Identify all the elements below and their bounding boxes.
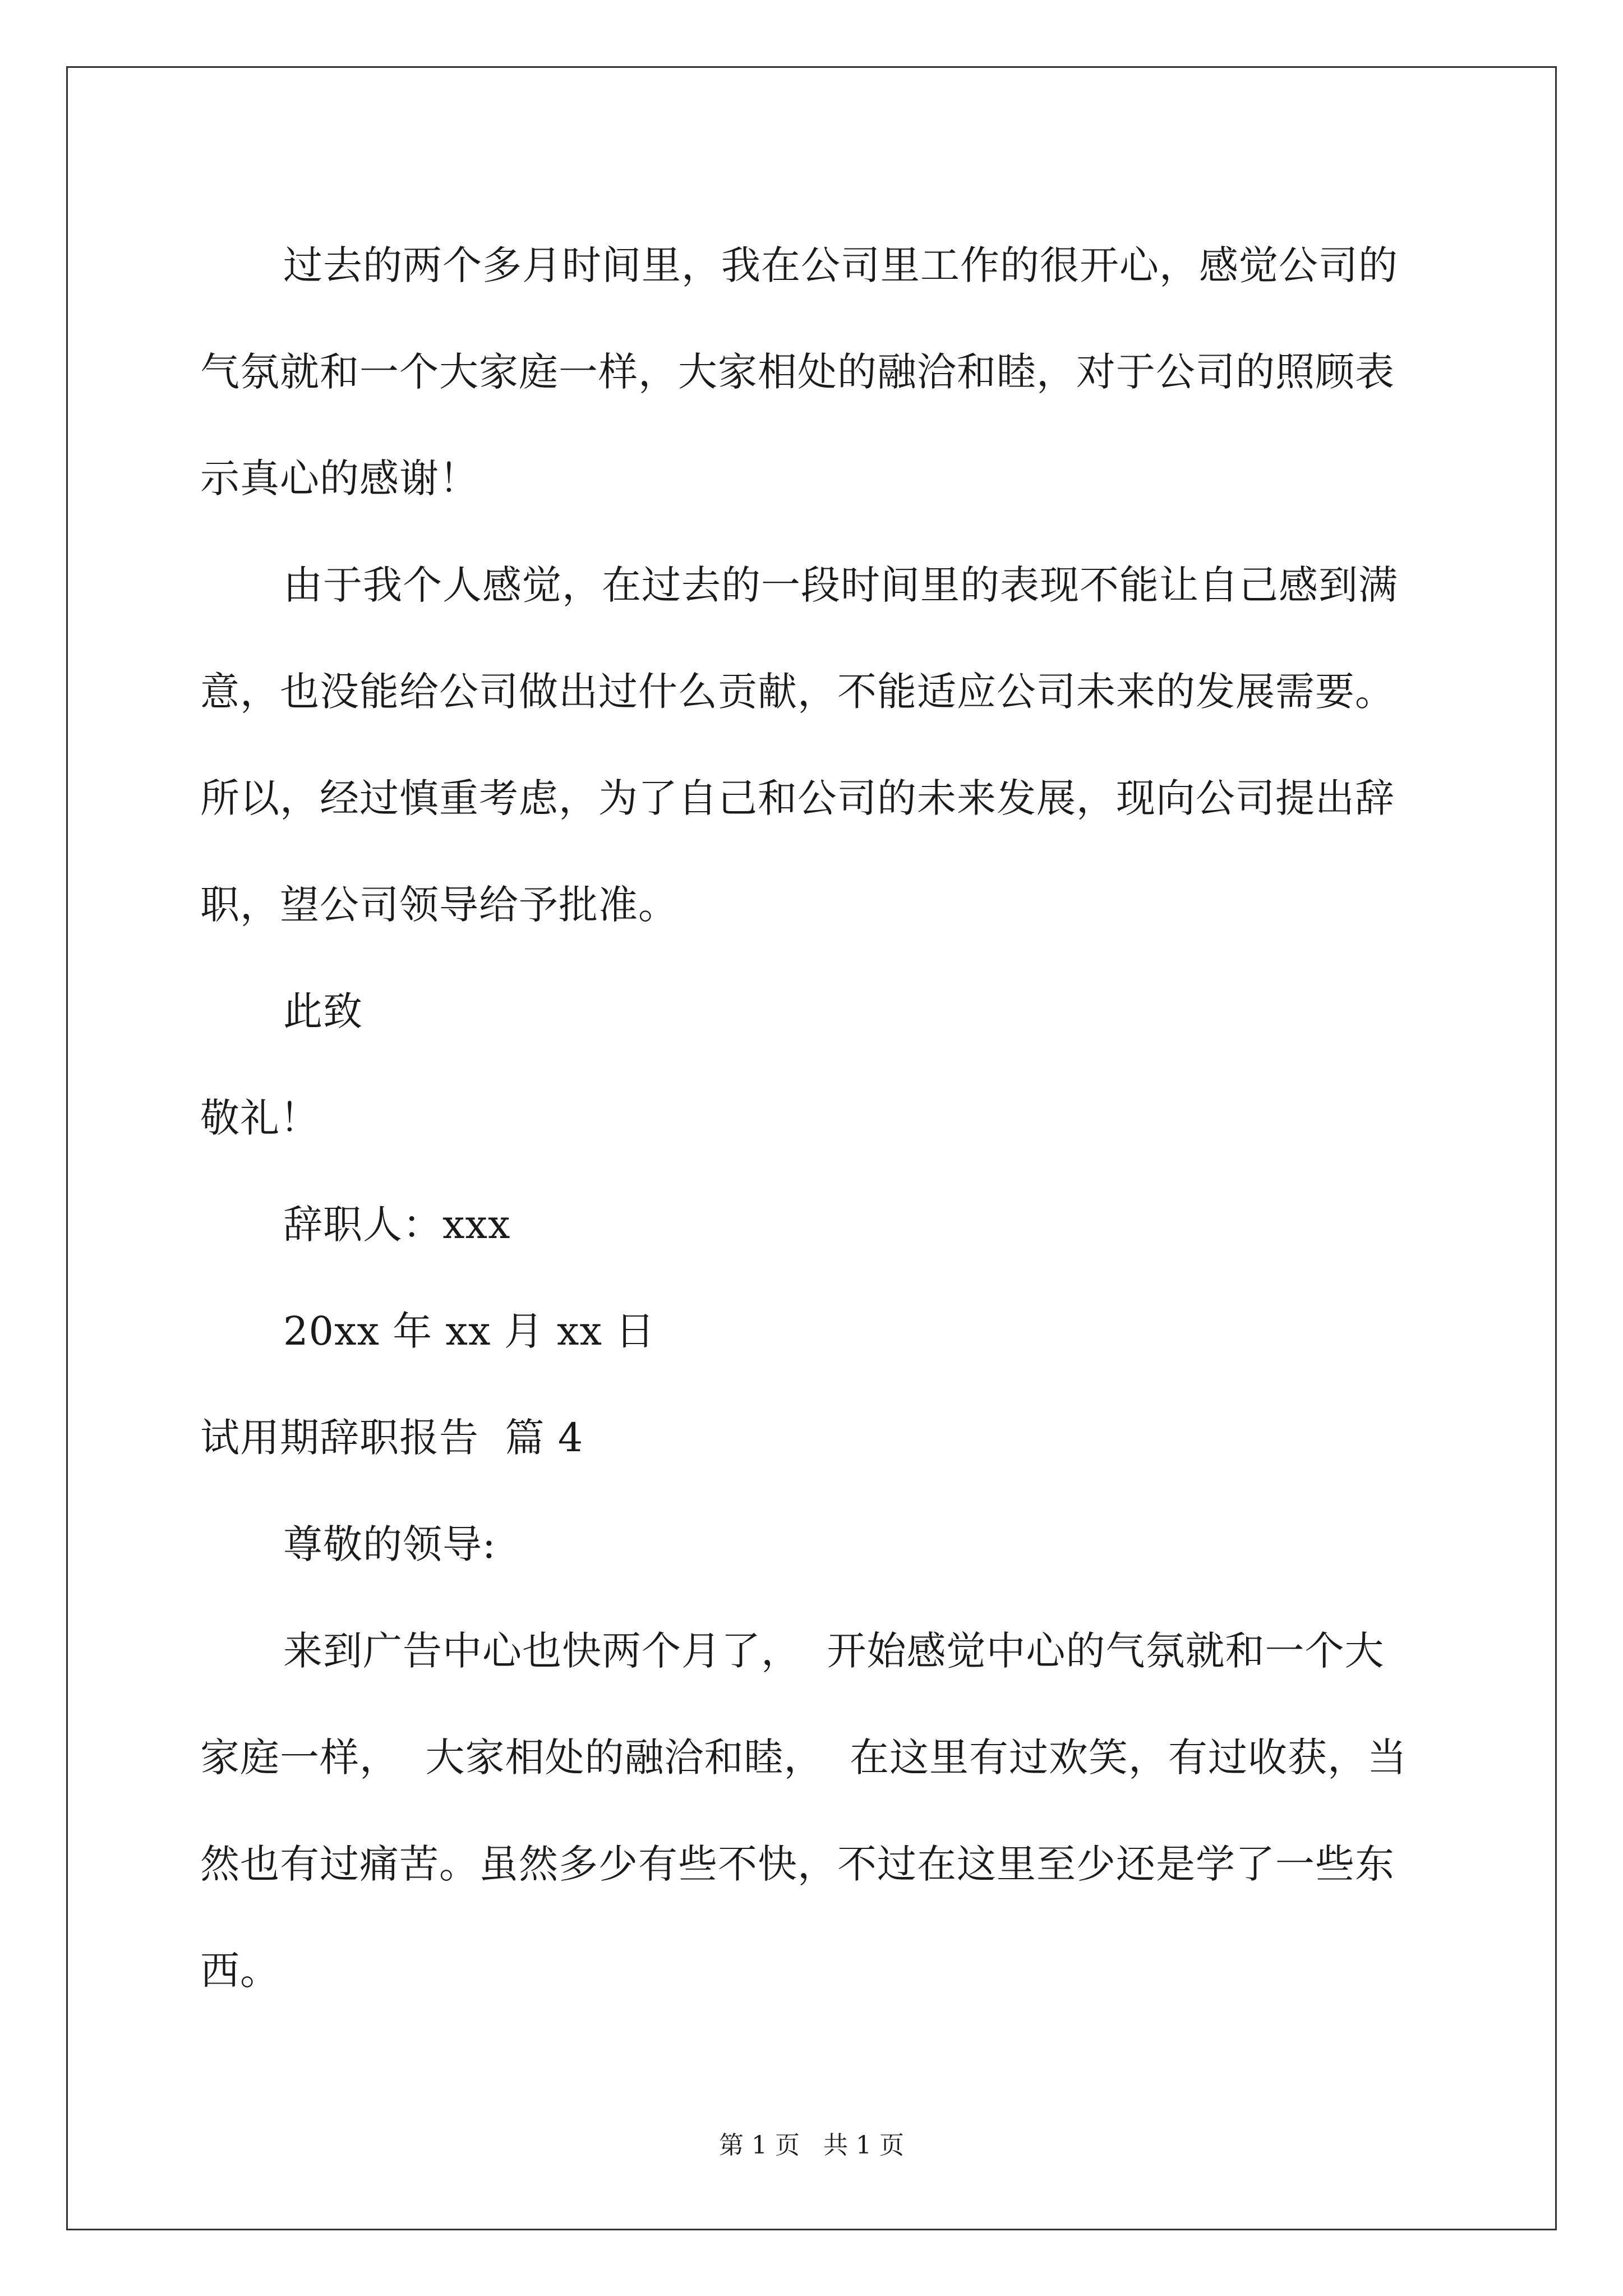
page-footer: 第 1 页 共 1 页 — [719, 2131, 904, 2160]
closing-salutation: 此致 — [283, 988, 363, 1034]
paragraph-line: 家庭一样， 大家相处的融洽和睦， 在这里有过欢笑，有过收获，当 — [200, 1734, 1408, 1780]
paragraph-line: 所以，经过慎重考虑，为了自己和公司的未来发展，现向公司提出辞 — [200, 775, 1395, 821]
closing-regards: 敬礼！ — [200, 1095, 320, 1141]
greeting-line: 尊敬的领导: — [283, 1521, 496, 1567]
paragraph-line: 过去的两个多月时间里，我在公司里工作的很开心，感觉公司的 — [283, 242, 1398, 288]
paragraph-line: 然也有过痛苦。虽然多少有些不快，不过在这里至少还是学了一些东 — [200, 1841, 1395, 1887]
paragraph-line: 示真心的感谢！ — [200, 455, 479, 501]
paragraph-line: 意，也没能给公司做出过什么贡献，不能适应公司未来的发展需要。 — [200, 669, 1395, 715]
section-heading: 试用期辞职报告 篇 4 — [200, 1415, 584, 1461]
paragraph-line: 职，望公司领导给予批准。 — [200, 882, 678, 928]
paragraph-line: 由于我个人感觉，在过去的一段时间里的表现不能让自己感到满 — [283, 562, 1398, 608]
date-line: 20xx 年 xx 月 xx 日 — [283, 1308, 656, 1354]
paragraph-line: 气氛就和一个大家庭一样，大家相处的融洽和睦，对于公司的照顾表 — [200, 349, 1395, 395]
signature-line: 辞职人：xxx — [283, 1202, 511, 1248]
paragraph-line: 来到广告中心也快两个月了， 开始感觉中心的气氛就和一个大 — [283, 1628, 1385, 1674]
document-body — [200, 212, 1434, 2024]
paragraph-line: 西。 — [200, 1948, 280, 1994]
